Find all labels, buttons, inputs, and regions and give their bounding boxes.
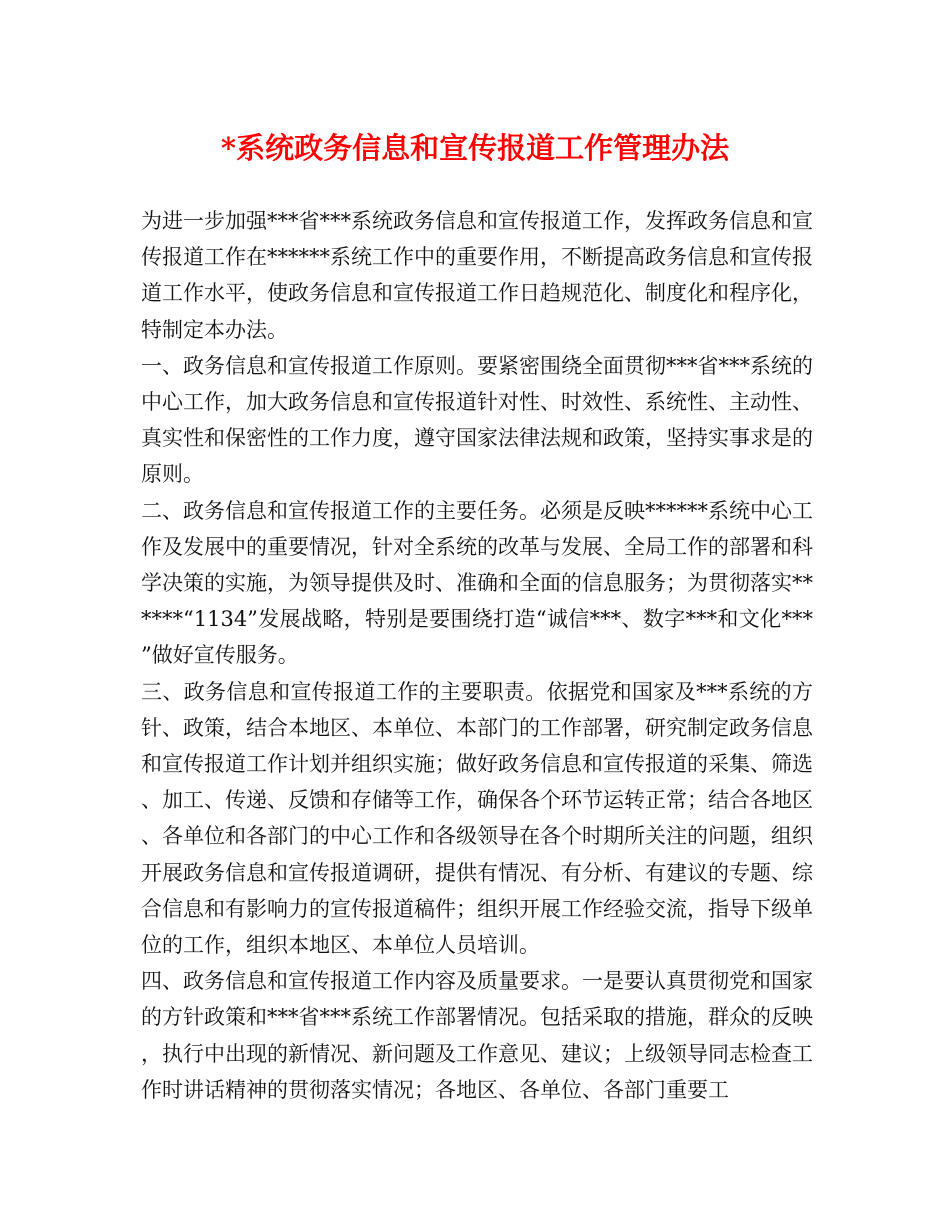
paragraph-intro: 为进一步加强***省***系统政务信息和宣传报道工作，发挥政务信息和宣传报道工作在******系统工作中的重要作用，不断提高政务信息和宣传报道工作水平，使政务信息和宣传报道工作日趋规范化、制度化和程序化，特制定本办法。 [141,209,813,342]
paragraph-section-3: 三、政务信息和宣传报道工作的主要职责。依据党和国家及***系统的方针、政策，结合本地区、本单位、本部门的工作部署，研究制定政务信息和宣传报道工作计划并组织实施；做好政务信息和宣传报道的采集、筛选、加工、传递、反馈和存储等工作，确保各个环节运转正常；结合各地区、各单位和各部门的中心工作和各级领导在各个时期所关注的问题，组织开展政务信息和宣传报道调研，提供有情况、有分析、有建议的专题、综合信息和有影响力的宣传报道稿件；组织开展工作经验交流，指导下级单位的工作，组织本地区、本单位人员培训。 [141,679,813,958]
paragraph-section-2: 二、政务信息和宣传报道工作的主要任务。必须是反映******系统中心工作及发展中的重要情况，针对全系统的改革与发展、全局工作的部署和科学决策的实施，为领导提供及时、准确和全面的信息服务；为贯彻落实******“1134”发展战略，特别是要围绕打造“诚信***、数字***和文化***”做好宣传服务。 [141,498,813,668]
document-title: *系统政务信息和宣传报道工作管理办法 [220,131,730,165]
paragraph-section-1: 一、政务信息和宣传报道工作原则。要紧密围绕全面贯彻***省***系统的中心工作，加大政务信息和宣传报道针对性、时效性、系统性、主动性、真实性和保密性的工作力度，遵守国家法律法规和政策，坚持实事求是的原则。 [141,353,813,487]
document-body [141,203,813,1108]
paragraph-section-4: 四、政务信息和宣传报道工作内容及质量要求。一是要认真贯彻党和国家的方针政策和***省***系统工作部署情况。包括采取的措施，群众的反映，执行中出现的新情况、新问题及工作意见、建议；上级领导同志检查工作时讲话精神的贯彻落实情况；各地区、各单位、各部门重要工 [141,969,813,1102]
